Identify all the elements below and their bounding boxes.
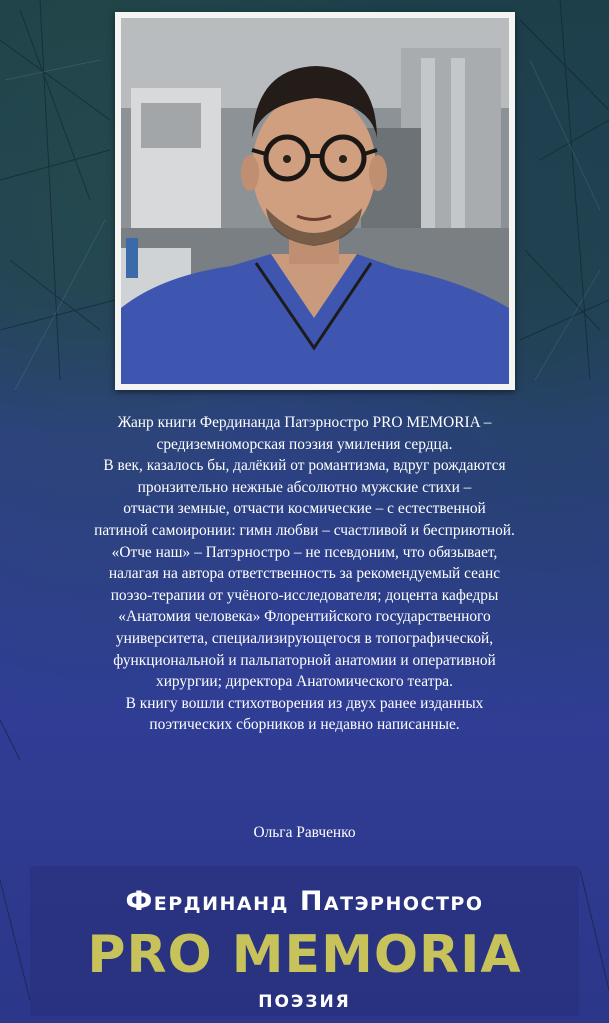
- author-name: Фердинанд Патэрностро: [125, 886, 484, 917]
- description-line: поэзо-терапии от учёного-исследователя; доцента кафедры: [110, 586, 499, 604]
- description-line: В век, казалось бы, далёкий от романтизма, вдруг рождаются: [103, 457, 506, 475]
- description-line: В книгу вошли стихотворения из двух ранее изданных: [125, 694, 484, 712]
- book-description: [20, 412, 589, 736]
- description-line: университета, специализирующегося в топографической,: [115, 629, 494, 647]
- description-line: «Отче наш» – Патэрностро – не псевдоним, что обязывает,: [111, 543, 498, 561]
- book-genre: поэзия: [258, 985, 351, 1013]
- description-line: функциональной и пальпаторной анатомии и оперативной: [113, 651, 496, 669]
- description-line: средиземноморская поэзия умиления сердца.: [156, 435, 453, 453]
- author-photo-frame: [115, 12, 515, 390]
- description-line: поэтических сборников и недавно написанные.: [149, 716, 460, 734]
- description-line: налагая на автора ответственность за рекомендуемый сеанс: [108, 565, 501, 583]
- description-line: отчасти земные, отчасти космические – с естественной: [123, 500, 486, 518]
- description-line: патиной самоиронии: гимн любви – счастливой и бесприютной.: [94, 521, 515, 539]
- description-line: «Анатомия человека» Флорентийского государственного: [118, 608, 491, 626]
- description-line: хирургии; директора Анатомического театра.: [156, 673, 453, 691]
- review-signature: Ольга Равченко: [253, 824, 356, 841]
- portrait-illustration: [121, 18, 509, 384]
- description-line: пронзительно нежные абсолютно мужские стихи –: [137, 478, 472, 496]
- author-portrait-icon: [121, 18, 509, 384]
- description-line: Жанр книги Фердинанда Патэрностро PRO MEMORIA –: [117, 414, 492, 431]
- book-title: PRO MEMORIA: [87, 925, 522, 985]
